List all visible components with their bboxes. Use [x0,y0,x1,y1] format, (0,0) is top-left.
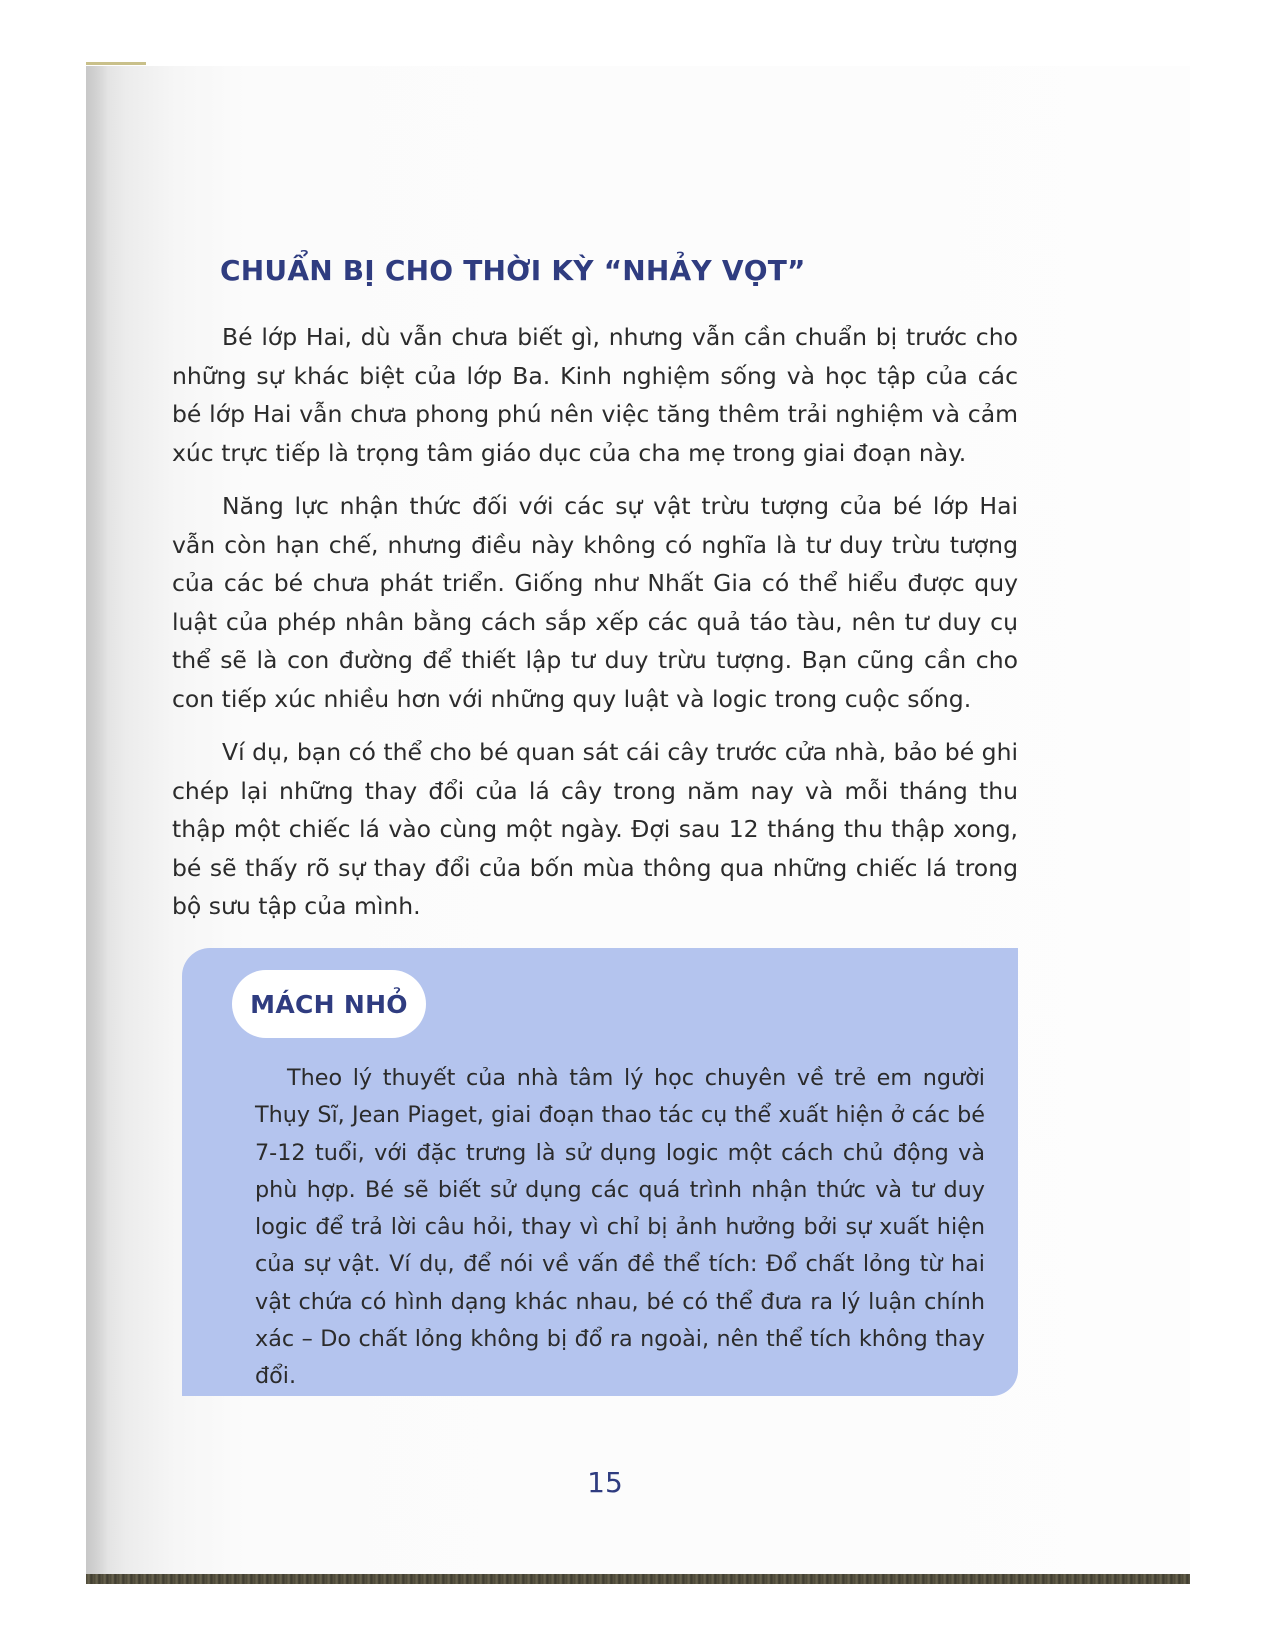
book-top-edge [86,62,146,65]
section-heading: CHUẨN BỊ CHO THỜI KỲ “NHẢY VỌT” [220,254,806,287]
paragraph: Bé lớp Hai, dù vẫn chưa biết gì, nhưng vẫn cần chuẩn bị trước cho những sự khác biệt của lớp Ba. Kinh nghiệm sống và học tập của các bé lớp Hai vẫn chưa phong phú nên việc tăng thêm trải nghiệm và cảm xúc trực tiếp là trọng tâm giáo dục của cha mẹ trong giai đoạn này. [172,323,1018,467]
paragraph: Năng lực nhận thức đối với các sự vật trừu tượng của bé lớp Hai vẫn còn hạn chế, nhưng điều này không có nghĩa là tư duy trừu tượng của các bé chưa phát triển. Giống như Nhất Gia có thể hiểu được quy luật của phép nhân bằng cách sắp xếp các quả táo tàu, nên tư duy cụ thể sẽ là con đường để thiết lập tư duy trừu tượng. Bạn cũng cần cho con tiếp xúc nhiều hơn với những quy luật và logic trong cuộc sống. [172,492,1018,713]
book-bottom-edge [86,1574,1190,1584]
tip-box-label: MÁCH NHỎ [232,970,426,1038]
tip-box-text: Theo lý thuyết của nhà tâm lý học chuyên về trẻ em người Thụy Sĩ, Jean Piaget, giai đoạn thao tác cụ thể xuất hiện ở các bé 7-12 tuổi, với đặc trưng là sử dụng logic một cách chủ động và phù hợp. Bé sẽ biết sử dụng các quá trình nhận thức và tư duy logic để trả lời câu hỏi, thay vì chỉ bị ảnh hưởng bởi sự xuất hiện của sự vật. Ví dụ, để nói về vấn đề thể tích: Đổ chất lỏng từ hai vật chứa có hình dạng khác nhau, bé có thể đưa ra lý luận chính xác – Do chất lỏng không bị đổ ra ngoài, nên thể tích không thay đổi. [255,1065,985,1390]
paragraph: Ví dụ, bạn có thể cho bé quan sát cái cây trước cửa nhà, bảo bé ghi chép lại những thay đổi của lá cây trong năm nay và mỗi tháng thu thập một chiếc lá vào cùng một ngày. Đợi sau 12 tháng thu thập xong, bé sẽ thấy rõ sự thay đổi của bốn mùa thông qua những chiếc lá trong bộ sưu tập của mình. [172,738,1018,920]
page-number: 15 [587,1466,623,1499]
body-text [172,318,1018,941]
